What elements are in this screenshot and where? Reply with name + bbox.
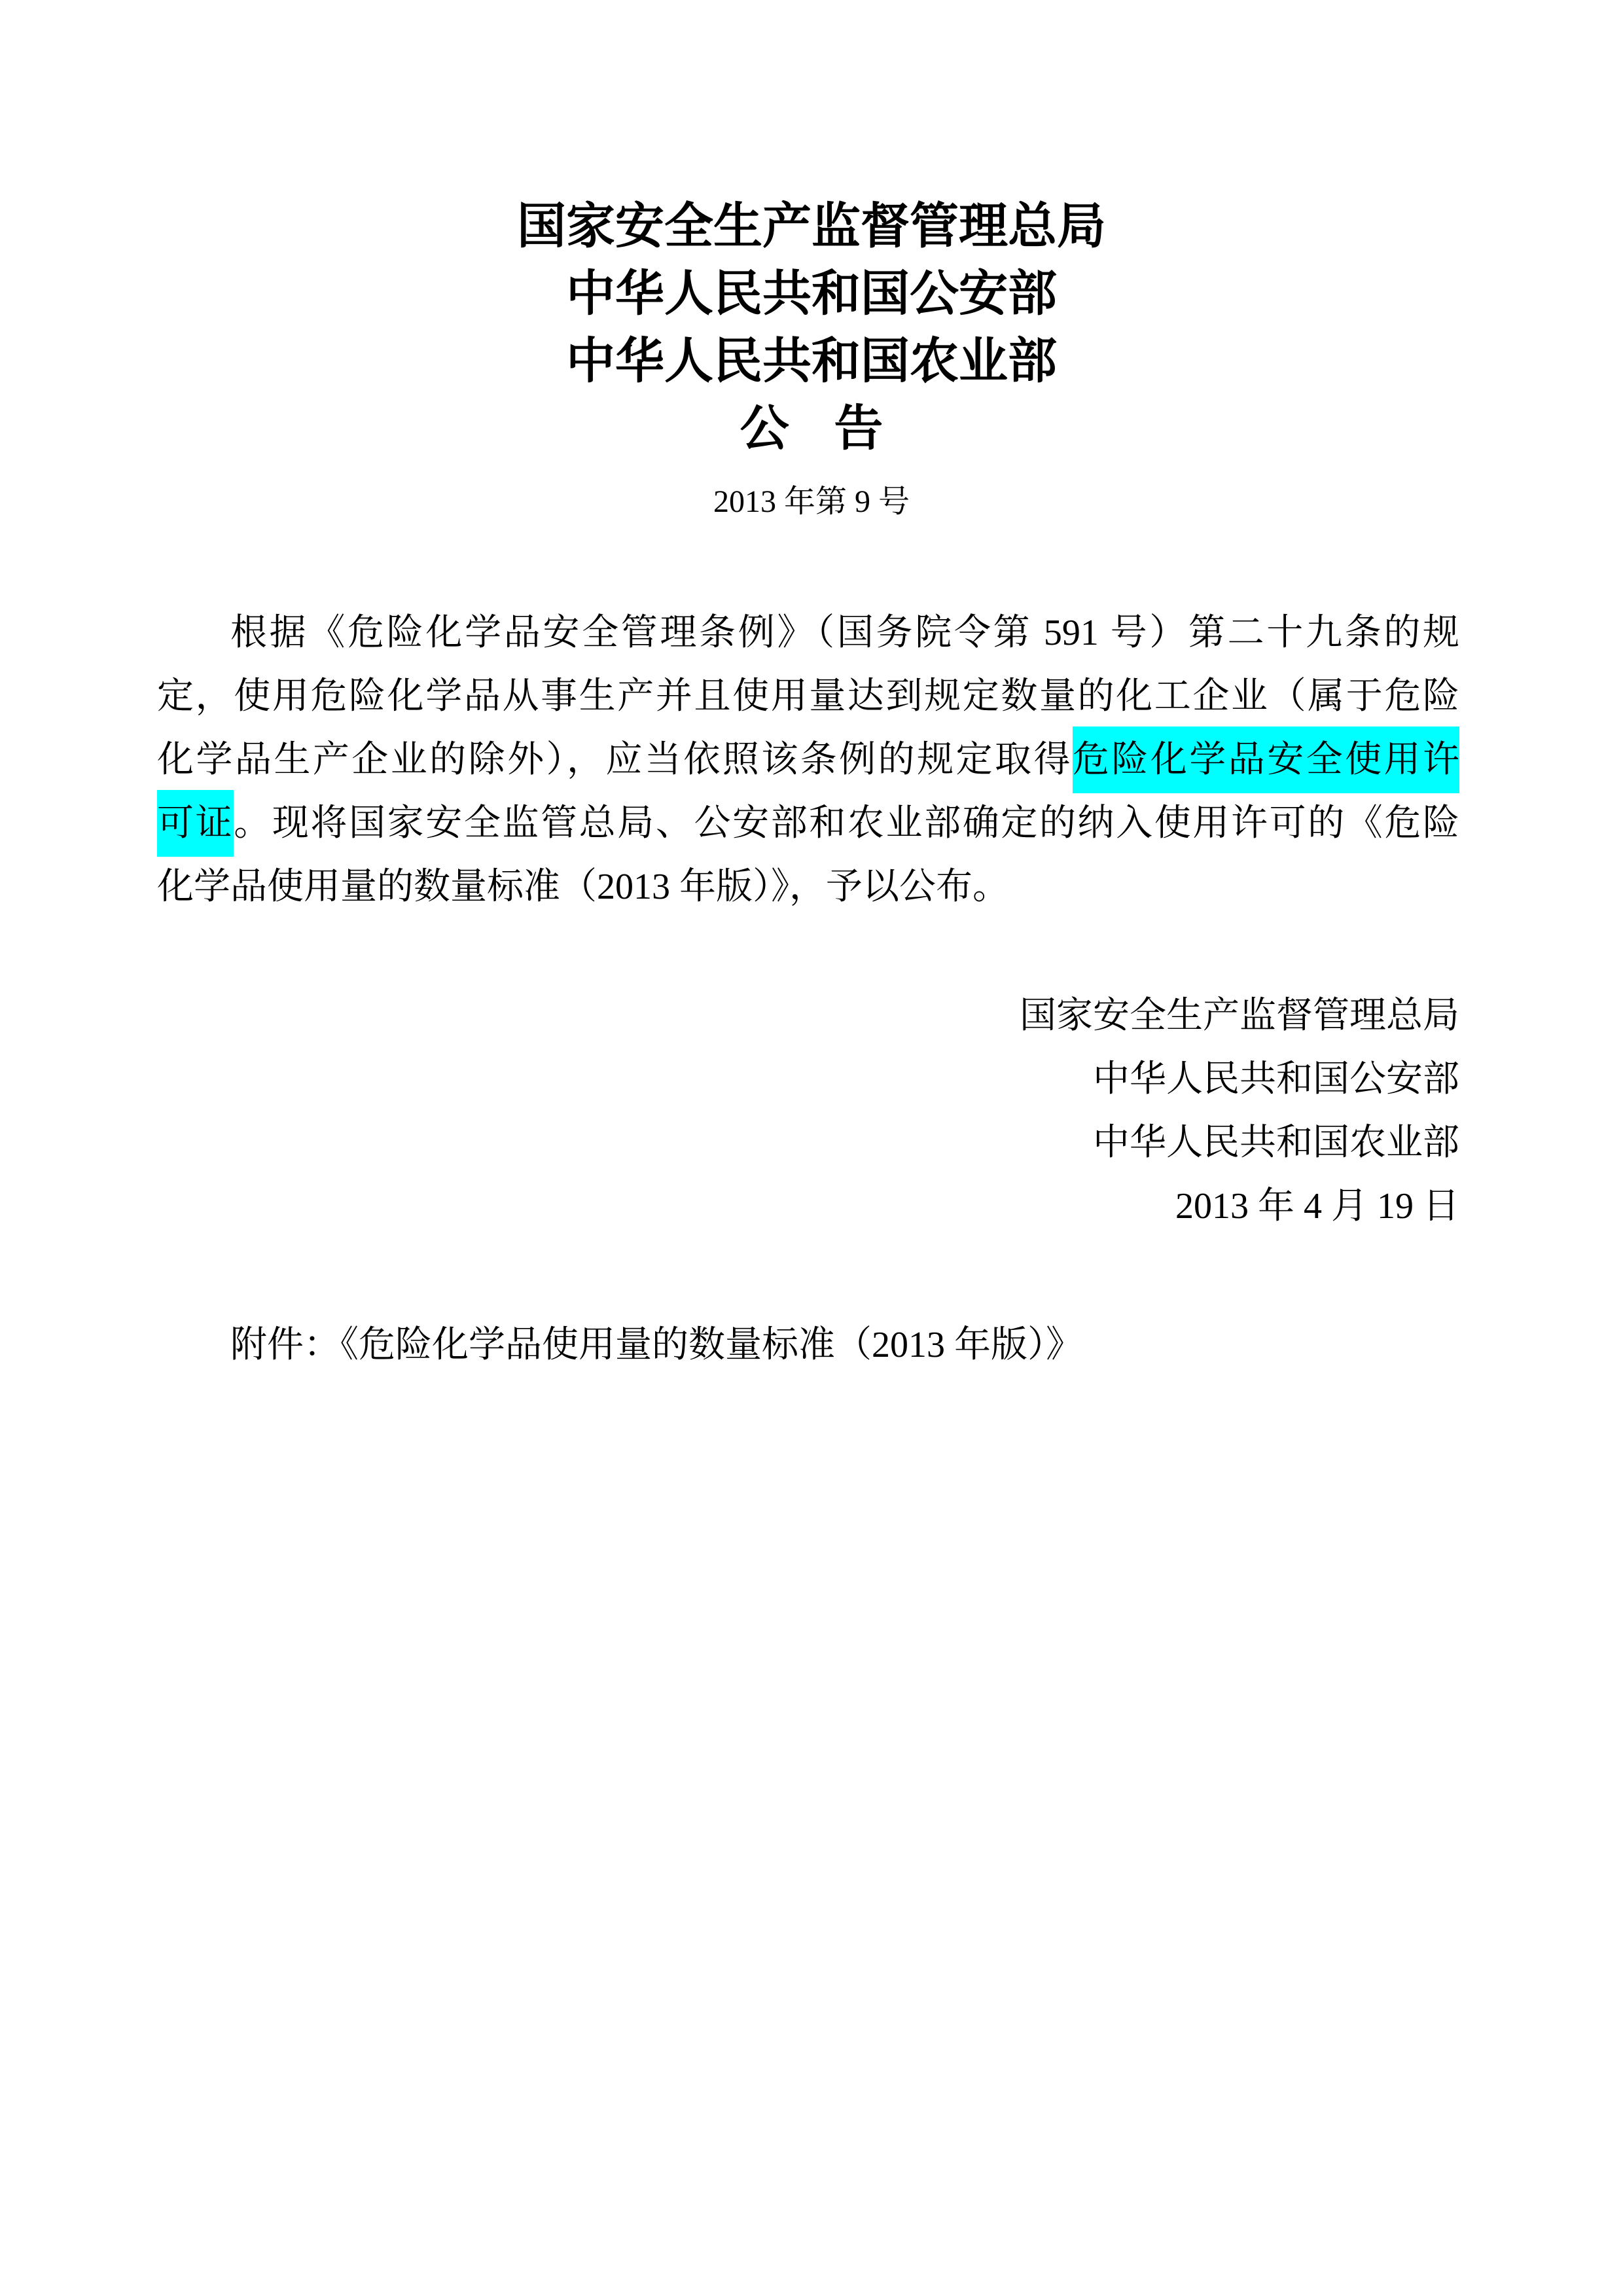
highlighted-text: 可证 bbox=[157, 790, 234, 857]
signature-agency-2: 中华人民共和国公安部 bbox=[1093, 1059, 1459, 1100]
paragraph-line bbox=[157, 728, 1459, 792]
text-segment: 定，使用危险化学品从事生产并且使用量达到规定数量的化工企业（属于危险 bbox=[157, 676, 1459, 717]
agency-title-1: 国家安全生产监督管理总局 bbox=[516, 200, 1106, 254]
agency-title-3: 中华人民共和国农业部 bbox=[565, 334, 1057, 389]
highlighted-text: 危险化学品安全使用许 bbox=[1073, 726, 1459, 793]
text-segment: 化学品生产企业的除外），应当依照该条例的规定取得 bbox=[157, 740, 1073, 780]
announcement-title: 公 告 bbox=[740, 402, 883, 456]
paragraph-line bbox=[157, 665, 1459, 728]
agency-title-2: 中华人民共和国公安部 bbox=[565, 267, 1057, 321]
signature-agency-3: 中华人民共和国农业部 bbox=[1093, 1122, 1459, 1163]
text-segment: 根据《危险化学品安全管理条例》（国务院令第 591 号）第二十九条的规 bbox=[230, 613, 1459, 653]
paragraph-line bbox=[157, 792, 1459, 855]
signature-agency-1: 国家安全生产监督管理总局 bbox=[1020, 996, 1459, 1036]
body-paragraph bbox=[157, 601, 1459, 919]
signature-block bbox=[0, 984, 1623, 1238]
doc-number: 2013 年第 9 号 bbox=[713, 484, 910, 519]
text-segment: 化学品使用量的数量标准（2013 年版）》，予以公布。 bbox=[157, 867, 1009, 907]
paragraph-line bbox=[157, 601, 1459, 665]
header-block bbox=[0, 0, 1623, 531]
attachment-line: 附件：《危险化学品使用量的数量标准（2013 年版）》 bbox=[230, 1325, 1082, 1365]
text-segment: 。现将国家安全监管总局、公安部和农业部确定的纳入使用许可的《危险 bbox=[234, 803, 1460, 844]
paragraph-line bbox=[157, 855, 1459, 919]
signature-date: 2013 年 4 月 19 日 bbox=[1175, 1186, 1459, 1227]
